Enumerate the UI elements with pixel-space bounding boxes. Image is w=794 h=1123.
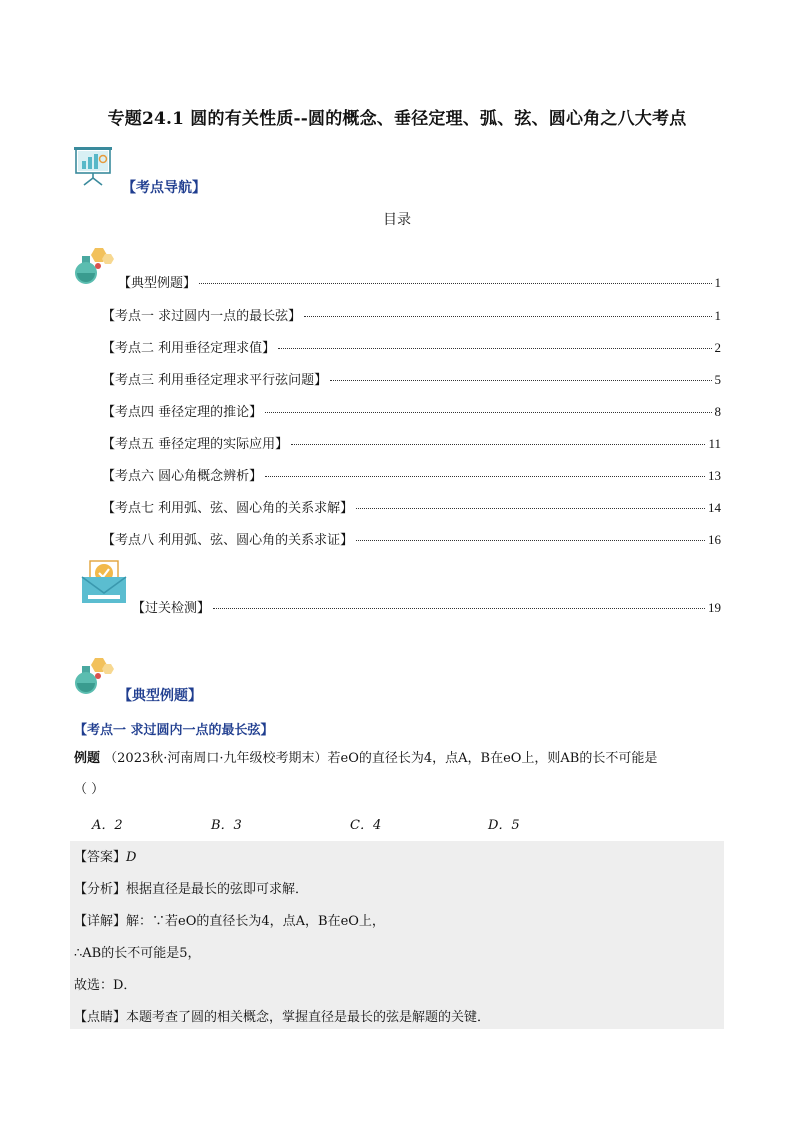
toc-item-page: 13	[708, 468, 721, 483]
comment-text: 本题考查了圆的相关概念，掌握直径是最长的弦是解题的关键．	[126, 1010, 491, 1025]
toc-item-page: 5	[714, 372, 721, 387]
toc-item-kp4[interactable]	[102, 401, 721, 419]
kp1-heading: 【考点一 求过圆内一点的最长弦】	[74, 723, 274, 738]
analysis-text: 根据直径是最长的弦即可求解．	[126, 882, 309, 897]
choose-line: 故选：D．	[74, 978, 137, 993]
toc-leader	[199, 283, 711, 284]
analysis-line	[74, 878, 308, 897]
therefore-line: ∴AB的长不可能是5，	[74, 946, 201, 961]
toc-item-page: 2	[714, 340, 721, 355]
toc-item-page: 8	[714, 404, 721, 419]
toc-item-kp1[interactable]	[102, 305, 721, 323]
checklist-envelope-icon	[80, 559, 128, 605]
example-line1: （2023秋·河南周口·九年级校考期末）若eO的直径长为4，点A，B在eO上，则AB的长不可能是	[104, 751, 658, 766]
option-d: D．5	[488, 818, 520, 833]
flask-icon	[73, 656, 115, 696]
option-a: A．2	[92, 818, 123, 833]
toc-item-label: 【考点六 圆心角概念辨析】	[102, 469, 263, 484]
answer-value: D	[126, 850, 137, 865]
toc-item-page: 11	[708, 436, 721, 451]
toc-item-kp6[interactable]	[102, 465, 721, 483]
flask-icon	[73, 246, 115, 286]
comment-line	[74, 1006, 490, 1025]
toc-item-label: 【考点一 求过圆内一点的最长弦】	[102, 309, 302, 324]
example-question	[74, 749, 724, 769]
presentation-board-icon	[74, 145, 114, 187]
toc-item-label: 【考点三 利用垂径定理求平行弦问题】	[102, 373, 328, 388]
analysis-label: 【分析】	[74, 882, 127, 897]
toc-item-page: 19	[708, 600, 721, 615]
toc-item-typical[interactable]	[118, 272, 721, 290]
toc-item-page: 1	[714, 275, 721, 290]
toc-item-kp5[interactable]	[102, 433, 721, 451]
option-c: C．4	[350, 818, 382, 833]
answer-label: 【答案】	[74, 850, 127, 865]
nav-heading: 【考点导航】	[122, 180, 206, 196]
toc-title: 目录	[383, 212, 411, 228]
detail-label: 【详解】	[74, 914, 127, 929]
toc-item-page: 1	[714, 308, 721, 323]
toc-leader	[278, 348, 711, 349]
toc-item-label: 【考点七 利用弧、弦、圆心角的关系求解】	[102, 501, 354, 516]
toc-leader	[265, 476, 705, 477]
toc-leader	[265, 412, 711, 413]
toc-leader	[330, 380, 711, 381]
toc-leader	[291, 444, 705, 445]
toc-item-kp3[interactable]	[102, 369, 721, 387]
toc-item-label: 【典型例题】	[118, 276, 197, 291]
toc-leader	[356, 508, 705, 509]
toc-item-label: 【过关检测】	[132, 601, 211, 616]
toc-item-kp2[interactable]	[102, 337, 721, 355]
detail-text: 解：∵若eO的直径长为4，点A，B在eO上，	[126, 914, 385, 929]
answer-line	[74, 846, 136, 865]
page-title: 专题24.1 圆的有关性质--圆的概念、垂径定理、弧、弦、圆心角之八大考点	[107, 109, 687, 129]
toc-item-check[interactable]	[132, 597, 721, 615]
toc-item-page: 16	[708, 532, 721, 547]
answer-panel	[70, 841, 724, 1029]
toc-item-label: 【考点五 垂径定理的实际应用】	[102, 437, 289, 452]
example-label: 例题	[74, 751, 101, 766]
section-heading: 【典型例题】	[118, 688, 202, 704]
toc-item-label: 【考点八 利用弧、弦、圆心角的关系求证】	[102, 533, 354, 548]
comment-label: 【点睛】	[74, 1010, 127, 1025]
example-line2: （ ）	[74, 782, 105, 797]
option-b: B．3	[211, 818, 242, 833]
toc-leader	[304, 316, 711, 317]
detail-line	[74, 910, 385, 929]
toc-leader	[213, 608, 705, 609]
toc-leader	[356, 540, 705, 541]
toc-item-label: 【考点二 利用垂径定理求值】	[102, 341, 276, 356]
toc-item-page: 14	[708, 500, 721, 515]
toc-item-label: 【考点四 垂径定理的推论】	[102, 405, 263, 420]
toc-item-kp8[interactable]	[102, 529, 721, 547]
toc-item-kp7[interactable]	[102, 497, 721, 515]
